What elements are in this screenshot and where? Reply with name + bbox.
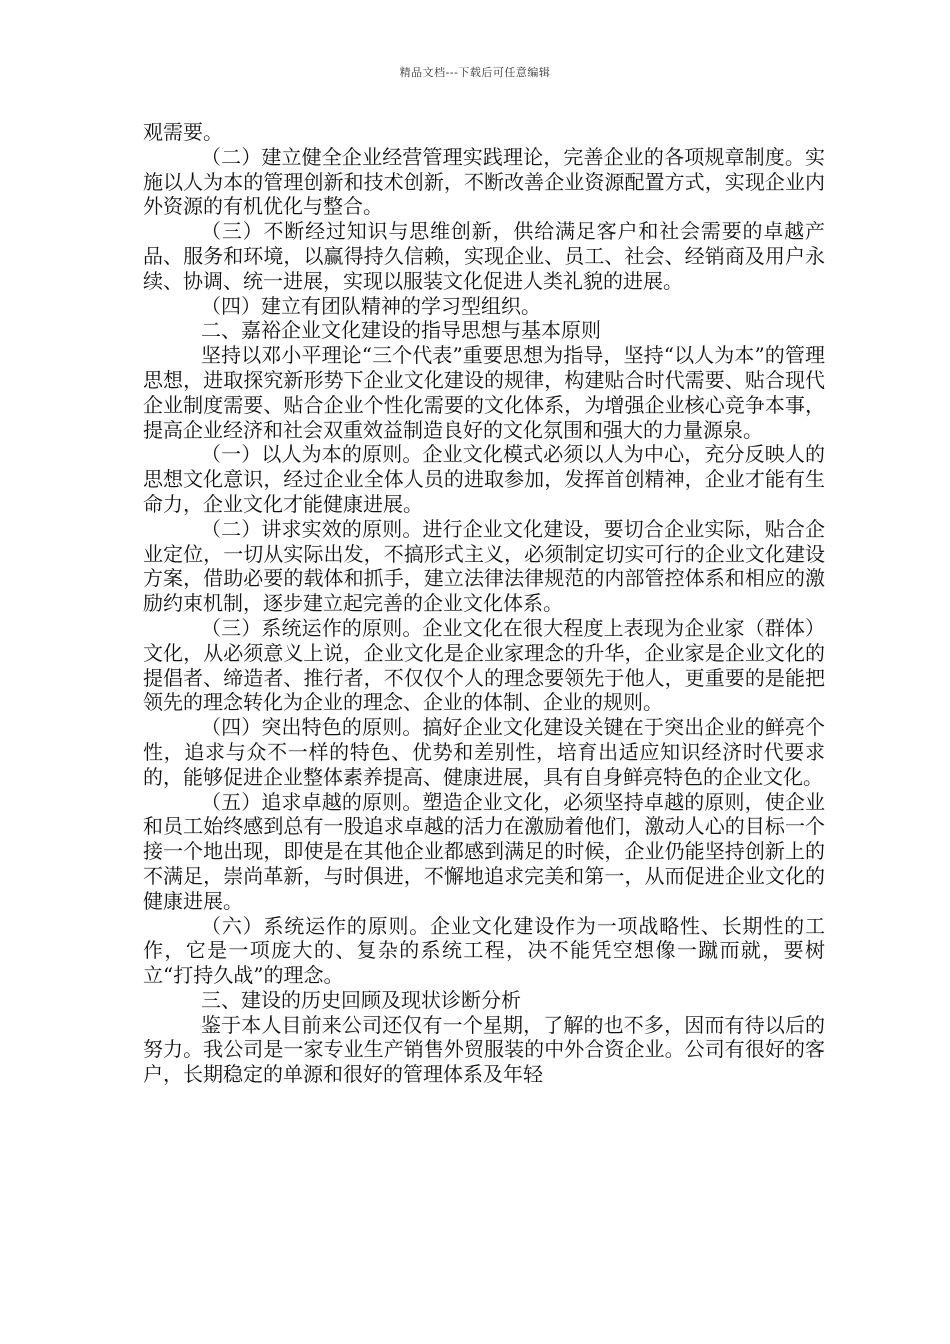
paragraph: （三）不断经过知识与思维创新，供给满足客户和社会需要的卓越产品、服务和环境，以赢得持久信赖，实现企业、员工、社会、经销商及用户永续、协调、统一进展，实现以服装文化促进人类礼貌的进展。 <box>143 219 825 293</box>
paragraph: （四）突出特色的原则。搞好企业文化建设关键在于突出企业的鲜亮个性，追求与众不一样的特色、优势和差别性，培育出适应知识经济时代要求的，能够促进企业整体素养提高、健康进展，具有自身鲜亮特色的企业文化。 <box>143 715 825 789</box>
paragraph: （三）系统运作的原则。企业文化在很大程度上表现为企业家（群体）文化，从必须意义上说，企业文化是企业家理念的升华，企业家是企业文化的提倡者、缔造者、推行者，不仅仅个人的理念要领先于他人，更重要的是能把领先的理念转化为企业的理念、企业的体制、企业的规则。 <box>143 615 825 715</box>
paragraph: （一）以人为本的原则。企业文化模式必须以人为中心，充分反映人的思想文化意识，经过企业全体人员的进取参加，发挥首创精神，企业才能有生命力，企业文化才能健康进展。 <box>143 442 825 516</box>
paragraph: 坚持以邓小平理论“三个代表”重要思想为指导，坚持“以人为本”的管理思想，进取探究新形势下企业文化建设的规律，构建贴合时代需要、贴合现代企业制度需要、贴合企业个性化需要的文化体系，为增强企业核心竞争本事，提高企业经济和社会双重效益制造良好的文化氛围和强大的力量源泉。 <box>143 343 825 442</box>
paragraph: （二）讲求实效的原则。进行企业文化建设，要切合企业实际，贴合企业定位，一切从实际出发，不搞形式主义，必须制定切实可行的企业文化建设方案，借助必要的载体和抓手，建立法律法律规范的内部管控体系和相应的激励约束机制，逐步建立起完善的企业文化体系。 <box>143 516 825 616</box>
paragraph: 观需要。 <box>143 120 223 144</box>
paragraph: （二）建立健全企业经营管理实践理论，完善企业的各项规章制度。实施以人为本的管理创新和技术创新，不断改善企业资源配置方式，实现企业内外资源的有机优化与整合。 <box>143 144 825 219</box>
section-heading: 二、嘉裕企业文化建设的指导思想与基本原则 <box>201 318 601 343</box>
paragraph: （六）系统运作的原则。企业文化建设作为一项战略性、长期性的工作，它是一项庞大的、复杂的系统工程，决不能凭空想像一蹴而就，要树立“打持久战”的理念。 <box>143 913 825 988</box>
paragraph: （四）建立有团队精神的学习型组织。 <box>201 293 541 318</box>
paragraph: （五）追求卓越的原则。塑造企业文化，必须坚持卓越的原则，使企业和员工始终感到总有一股追求卓越的活力在激励着他们，激动人心的目标一个接一个地出现，即使是在其他企业都感到满足的时候，企业仍能坚持创新上的不满足，崇尚革新，与时俱进，不懈地追求完美和第一，从而促进企业文化的健康进展。 <box>143 789 825 913</box>
section-heading: 三、建设的历史回顾及现状诊断分析 <box>201 987 521 1012</box>
page-header: 精品文档---下载后可任意编辑 <box>399 66 551 79</box>
paragraph: 鉴于本人目前来公司还仅有一个星期，了解的也不多，因而有待以后的努力。我公司是一家专业生产销售外贸服装的中外合资企业。公司有很好的客户，长期稳定的单源和很好的管理体系及年轻 <box>143 1012 825 1087</box>
document-body <box>143 120 825 1087</box>
